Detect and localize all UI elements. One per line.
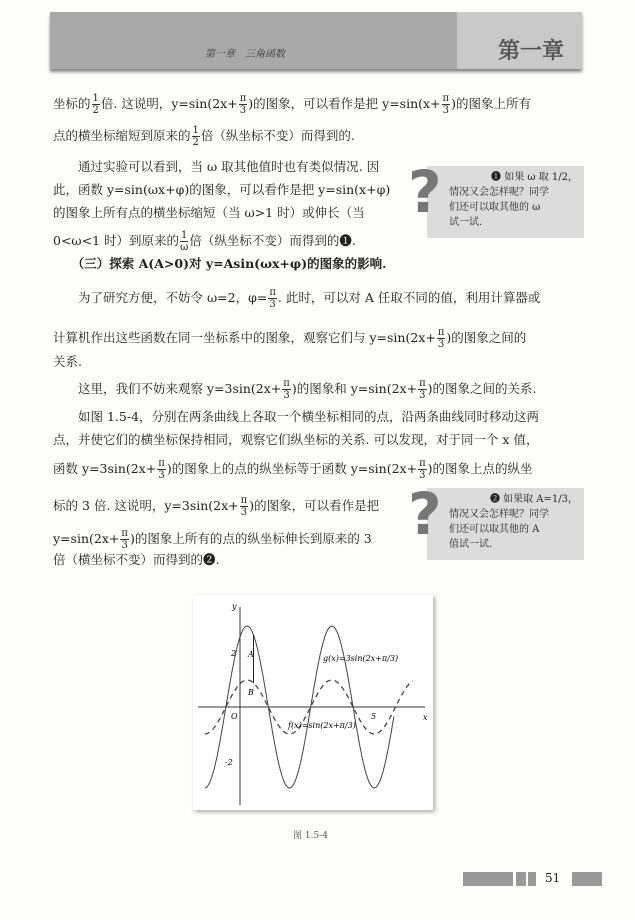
- numerator: π: [269, 287, 276, 298]
- text-segment: . 此时，可以对 A 任取不同的值，利用计算器或: [277, 290, 541, 305]
- text-line: [53, 160, 379, 174]
- text-line: [53, 287, 540, 310]
- text-segment: 0<ω<1 时）到原来的: [53, 233, 180, 248]
- fraction: [418, 378, 427, 401]
- text-segment: 函数 y=3sin(2x+: [53, 461, 157, 476]
- y-tick-neg2: -2: [225, 758, 233, 767]
- point-A-label: A: [248, 650, 254, 659]
- chapter-number: 第一章: [497, 39, 564, 64]
- note-line: ❷ 如果取 A=1/3，: [489, 494, 578, 505]
- numerator: π: [121, 528, 128, 539]
- note-line: 值试一试.: [449, 539, 493, 550]
- fraction: [180, 230, 188, 253]
- text-segment: 倍（横坐标不变）而得到的❷.: [53, 552, 220, 567]
- footer-bar: [463, 872, 513, 886]
- numerator: π: [442, 93, 450, 104]
- chapter-header: [50, 12, 582, 69]
- text-segment: 倍（纵坐标不变）而得到的.: [200, 128, 355, 143]
- denominator: 3: [419, 470, 426, 481]
- text-line: [53, 378, 537, 401]
- x-axis-label: x: [423, 713, 428, 722]
- note-line: 情况又会怎样呢？同学: [449, 509, 549, 520]
- function-graph: [193, 595, 433, 810]
- denominator: ω: [180, 242, 189, 253]
- text-segment: 点，并使它们的横坐标保持相同，观察它们纵坐标的关系. 可以发现，对于同一个 x 值，: [53, 432, 539, 447]
- numerator: π: [240, 495, 248, 506]
- text-segment: )的图象，可以看作是把 y=sin(x+: [248, 96, 441, 111]
- text-line: [53, 458, 533, 481]
- text-segment: )的图象之间的: [446, 330, 527, 345]
- text-segment: 坐标的: [53, 96, 91, 111]
- footer-bar: [572, 872, 602, 886]
- text-segment: 的图象上所有点的横坐标缩短（当 ω>1 时）或伸长（当: [53, 205, 365, 220]
- numerator: 1: [92, 93, 99, 104]
- denominator: 3: [283, 390, 290, 401]
- text-segment: )的图象上所有: [451, 96, 531, 111]
- fraction: [282, 378, 291, 401]
- text-line: [53, 433, 538, 447]
- text-segment: 为了研究方便，不妨令 ω=2，φ=: [53, 290, 268, 305]
- text-segment: )的图象，可以看作是把: [249, 498, 380, 513]
- text-segment: y=sin(2x+: [53, 531, 120, 546]
- text-segment: )的图象上的点的纵坐标等于函数 y=sin(2x+: [166, 461, 418, 476]
- fraction: [418, 458, 427, 481]
- y-tick-2: 2: [231, 649, 237, 658]
- x-tick-5: 5: [371, 712, 377, 721]
- text-line: [53, 257, 386, 271]
- denominator: 3: [158, 470, 165, 481]
- numerator: π: [437, 327, 445, 338]
- note-line: 情况又会怎样呢？同学: [449, 187, 549, 198]
- fraction: [120, 528, 129, 551]
- numerator: π: [419, 458, 426, 469]
- text-segment: 如图 1.5-4，分别在两条曲线上各取一个横坐标相同的点，沿两条曲线同时移动这两: [53, 409, 540, 424]
- text-segment: （三）探索 A(A>0)对 y=Asin(ωx+φ)的图象的影响.: [53, 256, 387, 271]
- question-mark-icon: ?: [408, 480, 442, 548]
- page-number: 51: [545, 871, 561, 885]
- numerator: π: [283, 378, 290, 389]
- numerator: π: [239, 93, 247, 104]
- text-line: [53, 355, 82, 369]
- fraction: [437, 327, 446, 350]
- text-line: [53, 93, 531, 116]
- text-line: [53, 206, 365, 220]
- text-segment: 标的 3 倍. 这说明，y=3sin(2x+: [53, 498, 239, 513]
- text-line: [53, 327, 526, 350]
- fraction: [268, 287, 277, 310]
- footer-bar: [516, 872, 526, 886]
- text-line: [53, 495, 379, 518]
- denominator: 3: [240, 507, 248, 518]
- note-line: 试一试.: [449, 217, 483, 228]
- numerator: π: [158, 458, 165, 469]
- text-segment: 计算机作出这些函数在同一坐标系中的图象，观察它们与 y=sin(2x+: [53, 330, 436, 345]
- text-segment: 关系.: [53, 354, 82, 369]
- g-label: g(x)=3sin(2x+π/3): [323, 654, 399, 663]
- text-segment: )的图象之间的关系.: [427, 381, 537, 396]
- figure-1-5-4: [193, 595, 433, 810]
- numerator: 1: [181, 230, 188, 241]
- denominator: 2: [92, 105, 99, 116]
- text-line: [53, 410, 539, 424]
- chapter-title: 第一章 三角函数: [205, 49, 285, 60]
- text-line: [53, 230, 356, 253]
- y-axis-label: y: [232, 602, 237, 611]
- text-segment: 点的横坐标缩短到原来的: [53, 128, 191, 143]
- denominator: 3: [442, 105, 449, 116]
- point-B-label: B: [248, 688, 254, 697]
- text-segment: 倍. 这说明，y=sin(2x+: [100, 96, 238, 111]
- numerator: 1: [192, 125, 199, 136]
- note-line: ❶ 如果 ω 取 1/2，: [491, 172, 578, 183]
- text-segment: 此，函数 y=sin(ωx+φ)的图象，可以看作是把 y=sin(x+φ): [53, 182, 391, 197]
- denominator: 3: [269, 299, 276, 310]
- side-note-2: [427, 488, 584, 560]
- denominator: 3: [419, 390, 426, 401]
- footer-bar: [528, 872, 536, 886]
- text-line: [53, 553, 219, 567]
- denominator: 3: [239, 105, 247, 116]
- fraction: [239, 93, 248, 116]
- fraction: [240, 495, 249, 518]
- f-label: f(x)=sin(2x+π/3): [288, 721, 356, 730]
- text-segment: )的图象上所有的点的纵坐标伸长到原来的 3: [129, 531, 372, 546]
- text-segment: )的图象上点的纵坐: [427, 461, 533, 476]
- origin-label: O: [231, 712, 238, 721]
- text-segment: 这里，我们不妨来观察 y=3sin(2x+: [53, 381, 282, 396]
- note-line: 们还可以取其他的 A: [449, 524, 540, 535]
- question-mark-icon: ?: [408, 158, 442, 226]
- side-note-1: [427, 166, 584, 238]
- denominator: 3: [437, 339, 445, 350]
- note-line: 们还可以取其他的 ω: [449, 202, 541, 213]
- text-segment: 倍（纵坐标不变）而得到的❶.: [189, 233, 356, 248]
- numerator: π: [419, 378, 426, 389]
- figure-caption: 图 1.5-4: [293, 831, 328, 841]
- fraction: [192, 125, 200, 148]
- text-segment: 通过实验可以看到，当 ω 取其他值时也有类似情况. 因: [53, 159, 380, 174]
- text-segment: )的图象和 y=sin(2x+: [291, 381, 418, 396]
- denominator: 2: [192, 137, 199, 148]
- text-line: [53, 183, 390, 197]
- fraction: [92, 93, 100, 116]
- fraction: [442, 93, 451, 116]
- denominator: 3: [121, 540, 128, 551]
- fraction: [157, 458, 166, 481]
- text-line: [53, 125, 355, 148]
- text-line: [53, 528, 372, 551]
